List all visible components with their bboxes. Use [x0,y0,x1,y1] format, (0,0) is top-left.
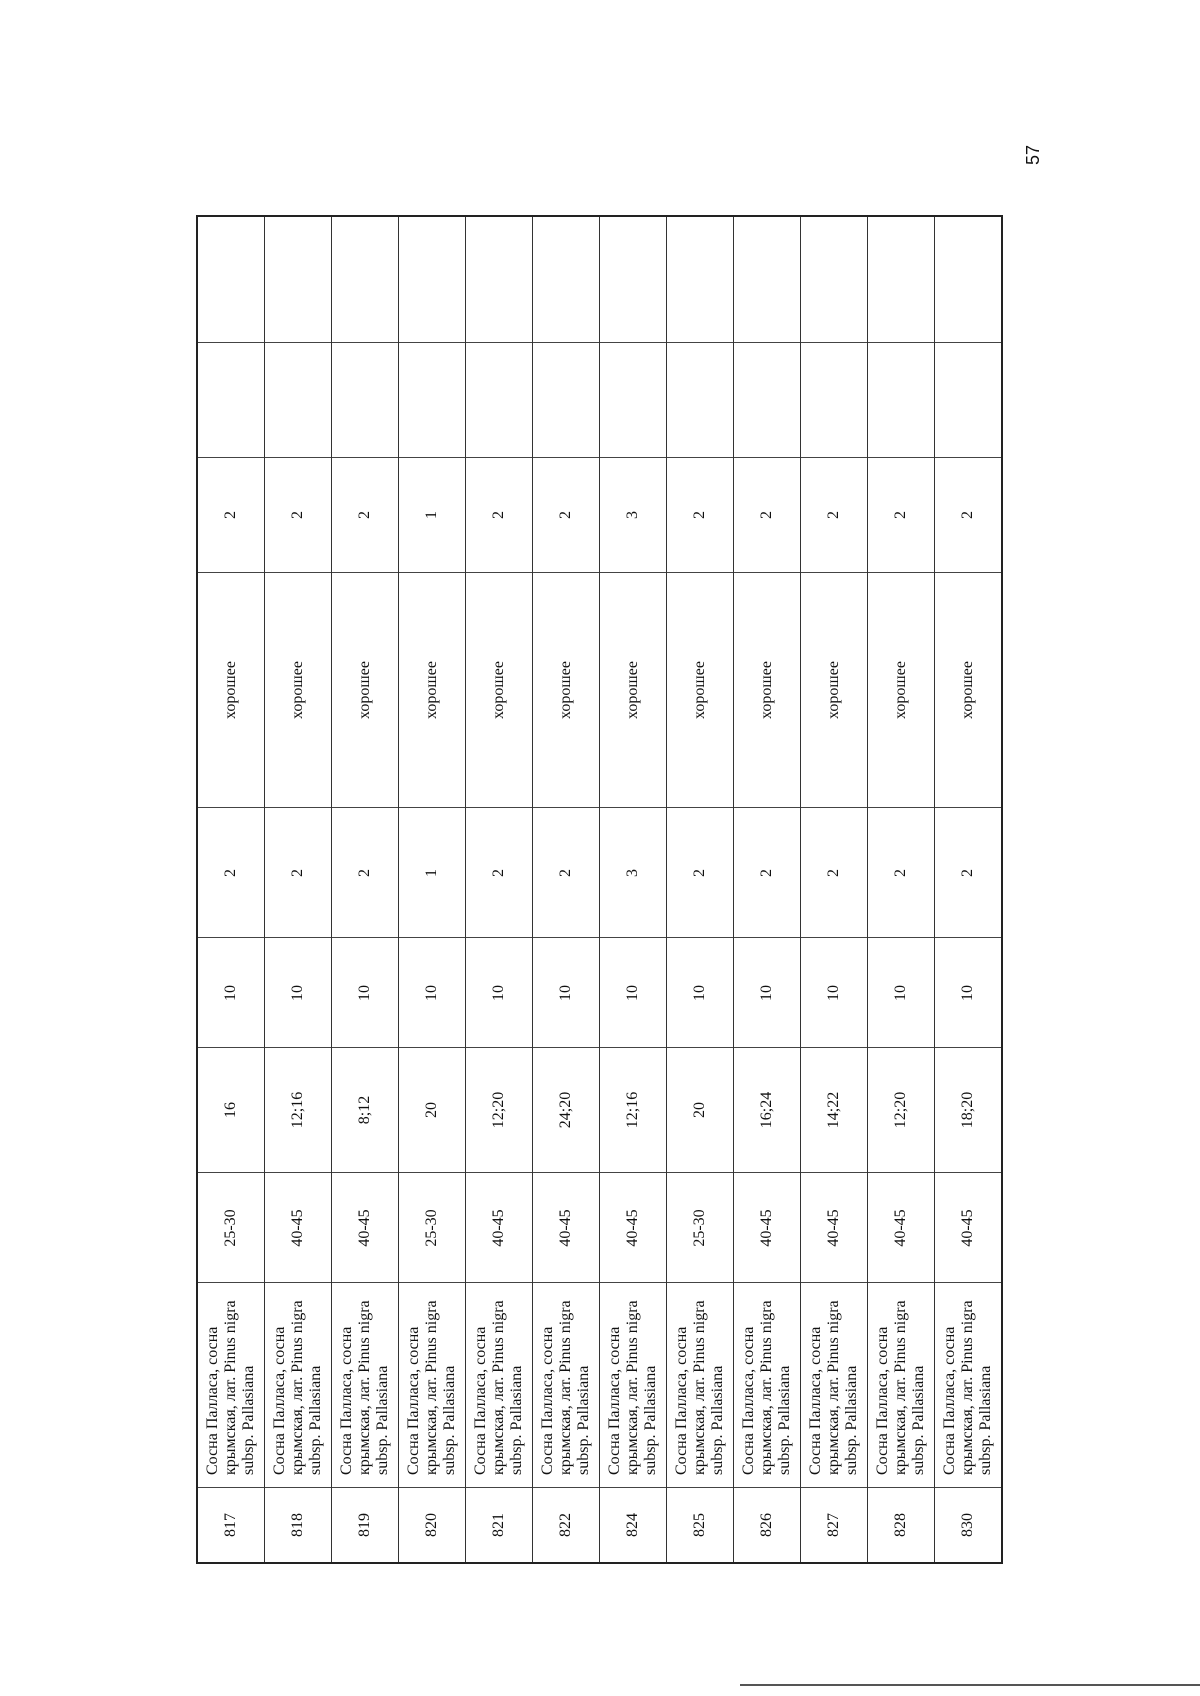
species-cell [935,1282,1001,1487]
table-row [734,217,801,1562]
diameter-cell-text: 20 [423,1102,440,1118]
empty-cell [868,342,934,457]
count-cell-2-text: 3 [624,511,641,519]
height-cell [868,937,934,1047]
empty-cell [332,342,398,457]
table-row [935,217,1003,1562]
age-cell [868,1172,934,1282]
record-id-cell-text: 818 [289,1513,306,1537]
table-row [466,217,533,1562]
height-cell [265,937,331,1047]
table-row [332,217,399,1562]
species-cell [399,1282,465,1487]
species-cell-text: Сосна Палласа, сосна крымская, лат. Pinus nigra subsp. Pallasiana [539,1300,592,1475]
count-cell-2-text: 2 [222,511,239,519]
species-cell [600,1282,666,1487]
condition-cell-text: хорошее [691,661,708,719]
record-id-cell [801,1487,867,1562]
record-id-cell [533,1487,599,1562]
species-cell [466,1282,532,1487]
empty-cell-2 [935,219,1001,342]
record-id-cell-text: 822 [557,1513,574,1537]
diameter-cell-text: 8;12 [356,1095,373,1125]
age-cell [332,1172,398,1282]
count-cell-2 [600,457,666,572]
count-cell-2-text: 2 [825,511,842,519]
diameter-cell-text: 16;24 [758,1091,775,1129]
record-id-cell-text: 820 [423,1513,440,1537]
count-cell-text: 2 [289,868,306,877]
height-cell [734,937,800,1047]
empty-cell [533,342,599,457]
diameter-cell [734,1047,800,1172]
record-id-cell-text: 826 [758,1513,775,1537]
age-cell [801,1172,867,1282]
record-id-cell [332,1487,398,1562]
empty-cell-2 [198,219,264,342]
record-id-cell-text: 821 [490,1513,507,1537]
height-cell [466,937,532,1047]
diameter-cell [399,1047,465,1172]
empty-cell-2 [533,219,599,342]
age-cell-text: 40-45 [356,1208,373,1247]
height-cell [801,937,867,1047]
diameter-cell-text: 12;16 [289,1091,306,1129]
empty-cell-2 [868,219,934,342]
record-id-cell [466,1487,532,1562]
age-cell [533,1172,599,1282]
height-cell [332,937,398,1047]
count-cell [600,807,666,937]
height-cell [533,937,599,1047]
condition-cell-text: хорошее [222,661,239,719]
empty-cell [198,342,264,457]
record-id-cell [399,1487,465,1562]
condition-cell [466,572,532,807]
diameter-cell-text: 12;20 [892,1091,909,1129]
condition-cell [667,572,733,807]
count-cell-2-text: 2 [691,511,708,519]
record-id-cell [265,1487,331,1562]
page-number: 57 [1023,144,1043,166]
height-cell-text: 10 [423,984,440,1001]
condition-cell [801,572,867,807]
count-cell-2 [533,457,599,572]
count-cell [935,807,1001,937]
height-cell-text: 10 [289,984,306,1001]
condition-cell [533,572,599,807]
diameter-cell-text: 20 [691,1102,708,1118]
record-id-cell-text: 817 [222,1513,239,1537]
age-cell [935,1172,1001,1282]
count-cell-2 [198,457,264,572]
count-cell-2-text: 2 [490,511,507,519]
count-cell [265,807,331,937]
age-cell-text: 40-45 [825,1208,842,1247]
count-cell-text: 2 [758,868,775,877]
age-cell-text: 40-45 [624,1208,641,1247]
height-cell-text: 10 [356,984,373,1001]
record-id-cell-text: 819 [356,1513,373,1537]
species-cell [265,1282,331,1487]
age-cell [265,1172,331,1282]
height-cell-text: 10 [825,984,842,1001]
empty-cell [667,342,733,457]
empty-cell [600,342,666,457]
count-cell-text: 2 [892,868,909,877]
diameter-cell [667,1047,733,1172]
condition-cell-text: хорошее [490,661,507,719]
count-cell-2 [801,457,867,572]
table-row [265,217,332,1562]
age-cell-text: 25-30 [691,1208,708,1247]
count-cell-text: 2 [959,868,976,877]
species-cell [533,1282,599,1487]
diameter-cell-text: 14;22 [825,1091,842,1129]
count-cell-2 [399,457,465,572]
count-cell-text: 3 [624,868,641,877]
count-cell-2-text: 2 [892,511,909,519]
count-cell [868,807,934,937]
condition-cell-text: хорошее [959,661,976,719]
empty-cell-2 [265,219,331,342]
age-cell-text: 25-30 [423,1208,440,1247]
table-row [533,217,600,1562]
empty-cell-2 [667,219,733,342]
count-cell-2 [332,457,398,572]
empty-cell-2 [399,219,465,342]
count-cell-2-text: 2 [959,511,976,519]
count-cell-2-text: 2 [758,511,775,519]
count-cell-text: 2 [825,868,842,877]
diameter-cell-text: 24;20 [557,1091,574,1129]
age-cell-text: 40-45 [490,1208,507,1247]
table-row [801,217,868,1562]
condition-cell-text: хорошее [624,661,641,719]
record-id-cell [667,1487,733,1562]
age-cell [399,1172,465,1282]
height-cell-text: 10 [758,984,775,1001]
height-cell [399,937,465,1047]
age-cell [198,1172,264,1282]
count-cell-text: 2 [490,868,507,877]
species-cell [868,1282,934,1487]
species-cell-text: Сосна Палласа, сосна крымская, лат. Pinus nigra subsp. Pallasiana [204,1300,257,1475]
age-cell [667,1172,733,1282]
condition-cell [198,572,264,807]
record-id-cell-text: 827 [825,1513,842,1537]
empty-cell [935,342,1001,457]
condition-cell-text: хорошее [289,661,306,719]
record-id-cell-text: 825 [691,1513,708,1537]
count-cell-text: 1 [423,868,440,877]
count-cell [533,807,599,937]
count-cell-2 [466,457,532,572]
empty-cell-2 [801,219,867,342]
height-cell-text: 10 [624,984,641,1001]
empty-cell [466,342,532,457]
diameter-cell-text: 12;20 [490,1091,507,1129]
empty-cell [265,342,331,457]
age-cell-text: 40-45 [892,1208,909,1247]
count-cell-text: 2 [222,868,239,877]
diameter-cell [198,1047,264,1172]
species-cell-text: Сосна Палласа, сосна крымская, лат. Pinus nigra subsp. Pallasiana [338,1300,391,1475]
species-cell-text: Сосна Палласа, сосна крымская, лат. Pinus nigra subsp. Pallasiana [807,1300,860,1475]
condition-cell-text: хорошее [356,661,373,719]
empty-cell [734,342,800,457]
record-id-cell [198,1487,264,1562]
age-cell [600,1172,666,1282]
count-cell-text: 2 [557,868,574,877]
record-id-cell-text: 828 [892,1513,909,1537]
count-cell [734,807,800,937]
empty-cell-2 [734,219,800,342]
age-cell [734,1172,800,1282]
diameter-cell [533,1047,599,1172]
age-cell [466,1172,532,1282]
table-row [600,217,667,1562]
height-cell [935,937,1001,1047]
condition-cell [332,572,398,807]
condition-cell [868,572,934,807]
record-id-cell-text: 830 [959,1513,976,1537]
species-cell [734,1282,800,1487]
species-cell-text: Сосна Палласа, сосна крымская, лат. Pinus nigra subsp. Pallasiana [673,1300,726,1475]
diameter-cell [801,1047,867,1172]
age-cell-text: 25-30 [222,1208,239,1247]
diameter-cell [868,1047,934,1172]
count-cell-2 [734,457,800,572]
species-cell-text: Сосна Палласа, сосна крымская, лат. Pinus nigra subsp. Pallasiana [472,1300,525,1475]
record-id-cell [600,1487,666,1562]
table-row [868,217,935,1562]
diameter-cell-text: 12;16 [624,1091,641,1129]
empty-cell-2 [600,219,666,342]
species-cell-text: Сосна Палласа, сосна крымская, лат. Pinus nigra subsp. Pallasiana [740,1300,793,1475]
scan-edge-line [740,1684,1200,1686]
table-row [198,217,265,1562]
count-cell [198,807,264,937]
condition-cell-text: хорошее [892,661,909,719]
species-cell [801,1282,867,1487]
species-cell-text: Сосна Палласа, сосна крымская, лат. Pinus nigra subsp. Pallasiana [874,1300,927,1475]
record-id-cell [868,1487,934,1562]
age-cell-text: 40-45 [758,1208,775,1247]
height-cell-text: 10 [557,984,574,1001]
count-cell-2 [667,457,733,572]
height-cell-text: 10 [691,984,708,1001]
condition-cell-text: хорошее [758,661,775,719]
count-cell-2 [265,457,331,572]
species-cell [667,1282,733,1487]
age-cell-text: 40-45 [557,1208,574,1247]
count-cell [399,807,465,937]
count-cell-2-text: 2 [356,511,373,519]
count-cell-2 [868,457,934,572]
record-id-cell-text: 824 [624,1513,641,1537]
diameter-cell [600,1047,666,1172]
empty-cell [801,342,867,457]
count-cell-2-text: 2 [557,511,574,519]
diameter-cell [466,1047,532,1172]
count-cell [667,807,733,937]
condition-cell [935,572,1001,807]
tree-inventory-table [196,215,1003,1564]
count-cell [801,807,867,937]
species-cell-text: Сосна Палласа, сосна крымская, лат. Pinus nigra subsp. Pallasiana [941,1300,994,1475]
age-cell-text: 40-45 [289,1208,306,1247]
count-cell-2 [935,457,1001,572]
condition-cell [600,572,666,807]
diameter-cell [265,1047,331,1172]
diameter-cell-text: 16 [222,1102,239,1118]
empty-cell-2 [466,219,532,342]
count-cell [466,807,532,937]
condition-cell-text: хорошее [825,661,842,719]
count-cell-text: 2 [691,868,708,877]
height-cell [600,937,666,1047]
count-cell-text: 2 [356,868,373,877]
species-cell-text: Сосна Палласа, сосна крымская, лат. Pinus nigra subsp. Pallasiana [271,1300,324,1475]
condition-cell [265,572,331,807]
condition-cell-text: хорошее [423,661,440,719]
height-cell-text: 10 [892,984,909,1001]
count-cell-2-text: 2 [289,511,306,519]
species-cell [332,1282,398,1487]
height-cell [198,937,264,1047]
height-cell [667,937,733,1047]
height-cell-text: 10 [222,984,239,1001]
table-row [667,217,734,1562]
table-row [399,217,466,1562]
empty-cell-2 [332,219,398,342]
diameter-cell [935,1047,1001,1172]
age-cell-text: 40-45 [959,1208,976,1247]
species-cell-text: Сосна Палласа, сосна крымская, лат. Pinus nigra subsp. Pallasiana [606,1300,659,1475]
count-cell [332,807,398,937]
diameter-cell [332,1047,398,1172]
condition-cell [734,572,800,807]
height-cell-text: 10 [490,984,507,1001]
record-id-cell [935,1487,1001,1562]
record-id-cell [734,1487,800,1562]
species-cell [198,1282,264,1487]
empty-cell [399,342,465,457]
count-cell-2-text: 1 [423,511,440,519]
condition-cell-text: хорошее [557,661,574,719]
species-cell-text: Сосна Палласа, сосна крымская, лат. Pinus nigra subsp. Pallasiana [405,1300,458,1475]
condition-cell [399,572,465,807]
height-cell-text: 10 [959,984,976,1001]
diameter-cell-text: 18;20 [959,1091,976,1129]
